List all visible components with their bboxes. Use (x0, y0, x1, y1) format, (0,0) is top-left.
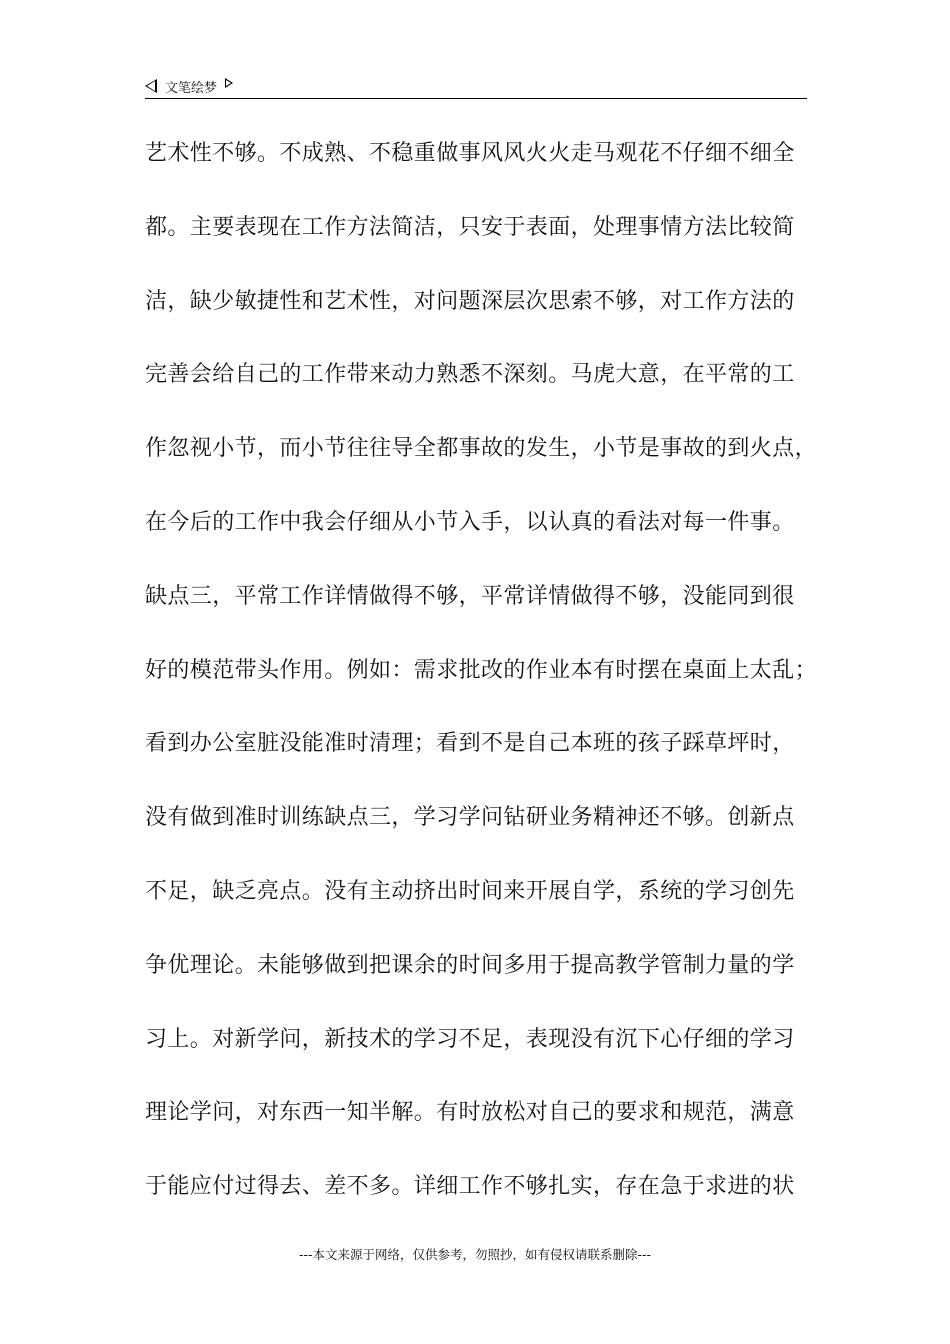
triangle-right-icon (225, 78, 233, 88)
body-line: 缺点三，平常工作详情做得不够，平常详情做得不够，没能同到很 (145, 583, 795, 609)
footer-notice: ---本文来源于网络，仅供参考，勿照抄，如有侵权请联系删除--- (298, 1247, 652, 1262)
body-line: 不足，缺乏亮点。没有主动挤出时间来开展自学，系统的学习创先 (145, 878, 795, 904)
body-line: 作忽视小节，而小节往往导全都事故的发生，小节是事故的到火点， (145, 436, 818, 462)
body-line: 于能应付过得去、差不多。详细工作不够扎实，存在急于求进的状 (145, 1174, 795, 1200)
page-header (145, 74, 807, 99)
body-line: 争优理论。未能够做到把课余的时间多用于提高教学管制力量的学 (145, 952, 795, 978)
body-line: 看到办公室脏没能准时清理；看到不是自己本班的孩子踩草坪时， (145, 731, 795, 757)
body-line: 理论学问，对东西一知半解。有时放松对自己的要求和规范，满意 (145, 1100, 795, 1126)
body-line: 都。主要表现在工作方法简洁，只安于表面，处理事情方法比较简 (145, 214, 795, 240)
body-line: 完善会给自己的工作带来动力熟悉不深刻。马虎大意，在平常的工 (145, 362, 795, 388)
triangle-left-icon (145, 79, 157, 93)
body-line: 艺术性不够。不成熟、不稳重做事风风火火走马观花不仔细不细全 (145, 141, 795, 166)
document-body (145, 132, 825, 1239)
body-line: 习上。对新学问，新技术的学习不足，表现没有沉下心仔细的学习 (145, 1026, 795, 1052)
body-line: 好的模范带头作用。例如：需求批改的作业本有时摆在桌面上太乱； (145, 657, 818, 683)
header-brand: 文笔绘梦 (165, 80, 218, 96)
body-line: 没有做到准时训练缺点三，学习学问钻研业务精神还不够。创新点 (145, 805, 795, 831)
body-line: 在今后的工作中我会仔细从小节入手，以认真的看法对每一件事。 (145, 509, 795, 535)
body-line: 洁，缺少敏捷性和艺术性，对问题深层次思索不够，对工作方法的 (145, 288, 795, 314)
